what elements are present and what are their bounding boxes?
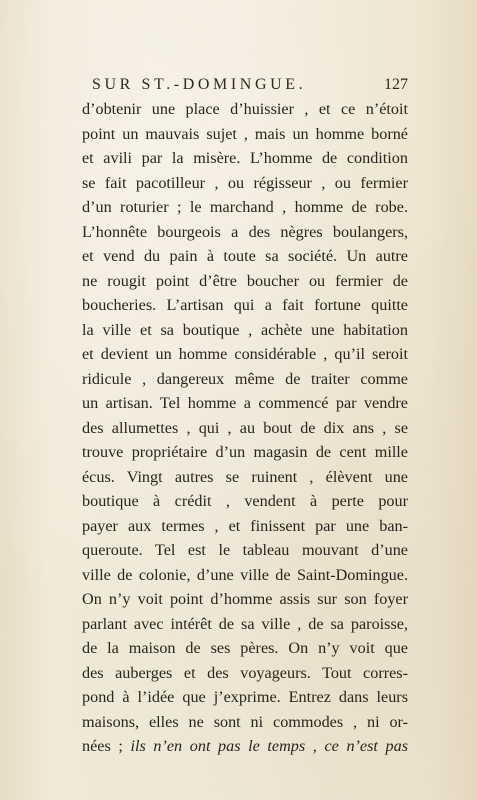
text-line: payer aux termes , et finissent par une ban- bbox=[82, 516, 408, 535]
text-line: d’un roturier ; le marchand , homme de robe. bbox=[82, 198, 408, 216]
text-line: boutique à crédit , vendent à perte pour bbox=[82, 492, 408, 510]
text-line: des allumettes , qui , au bout de dix ans , se bbox=[82, 418, 408, 437]
text-line: se fait pacotilleur , ou régisseur , ou fermier bbox=[82, 173, 408, 192]
text-line: d’obtenir une place d’huissier , et ce n’étoit bbox=[82, 100, 408, 118]
text-line: On n’y voit point d’homme assis sur son foyer bbox=[82, 590, 408, 608]
running-head bbox=[82, 76, 408, 96]
text-line: maisons, elles ne sont ni commodes , ni or- bbox=[82, 712, 408, 731]
text-line: trouve propriétaire d’un magasin de cent mille bbox=[82, 443, 408, 461]
text-line: queroute. Tel est le tableau mouvant d’une bbox=[82, 541, 408, 559]
text-italic-fragment: ils n’en ont pas le temps , ce n’est pas bbox=[130, 737, 409, 755]
text-line: et avili par la misère. L’homme de condition bbox=[82, 149, 408, 167]
text-line: ridicule , dangereux même de traiter comme bbox=[82, 369, 408, 388]
text-line: la ville et sa boutique , achète une habitation bbox=[82, 320, 408, 339]
text-line: point un mauvais sujet , mais un homme borné bbox=[82, 124, 408, 143]
text-line: des auberges et des voyageurs. Tout corres- bbox=[82, 663, 408, 682]
text-line: et devient un homme considérable , qu’il seroit bbox=[82, 345, 408, 363]
text-line: ne rougit point d’être boucher ou fermier de bbox=[82, 271, 408, 290]
text-line: L’honnête bourgeois a des nègres boulangers, bbox=[82, 222, 408, 241]
text-roman-fragment: nées ; bbox=[82, 737, 131, 755]
text-line: de la maison de ses pères. On n’y voit que bbox=[82, 639, 408, 657]
page-number: 127 bbox=[384, 76, 408, 93]
body-text bbox=[82, 97, 408, 759]
running-title: SUR ST.-DOMINGUE. bbox=[92, 76, 307, 93]
text-line: et vend du pain à toute sa société. Un autre bbox=[82, 247, 408, 265]
text-line: pond à l’idée que j’exprime. Entrez dans leurs bbox=[82, 688, 408, 706]
text-line: écus. Vingt autres se ruinent , élèvent une bbox=[82, 467, 408, 486]
text-line: un artisan. Tel homme a commencé par vendre bbox=[82, 394, 408, 412]
text-line: ville de colonie, d’une ville de Saint-Domingue. bbox=[82, 565, 408, 584]
text-line: boucheries. L’artisan qui a fait fortune quitte bbox=[82, 296, 408, 314]
text-line: parlant avec intérêt de sa ville , de sa paroisse, bbox=[82, 614, 408, 633]
text-line-last bbox=[82, 734, 408, 759]
